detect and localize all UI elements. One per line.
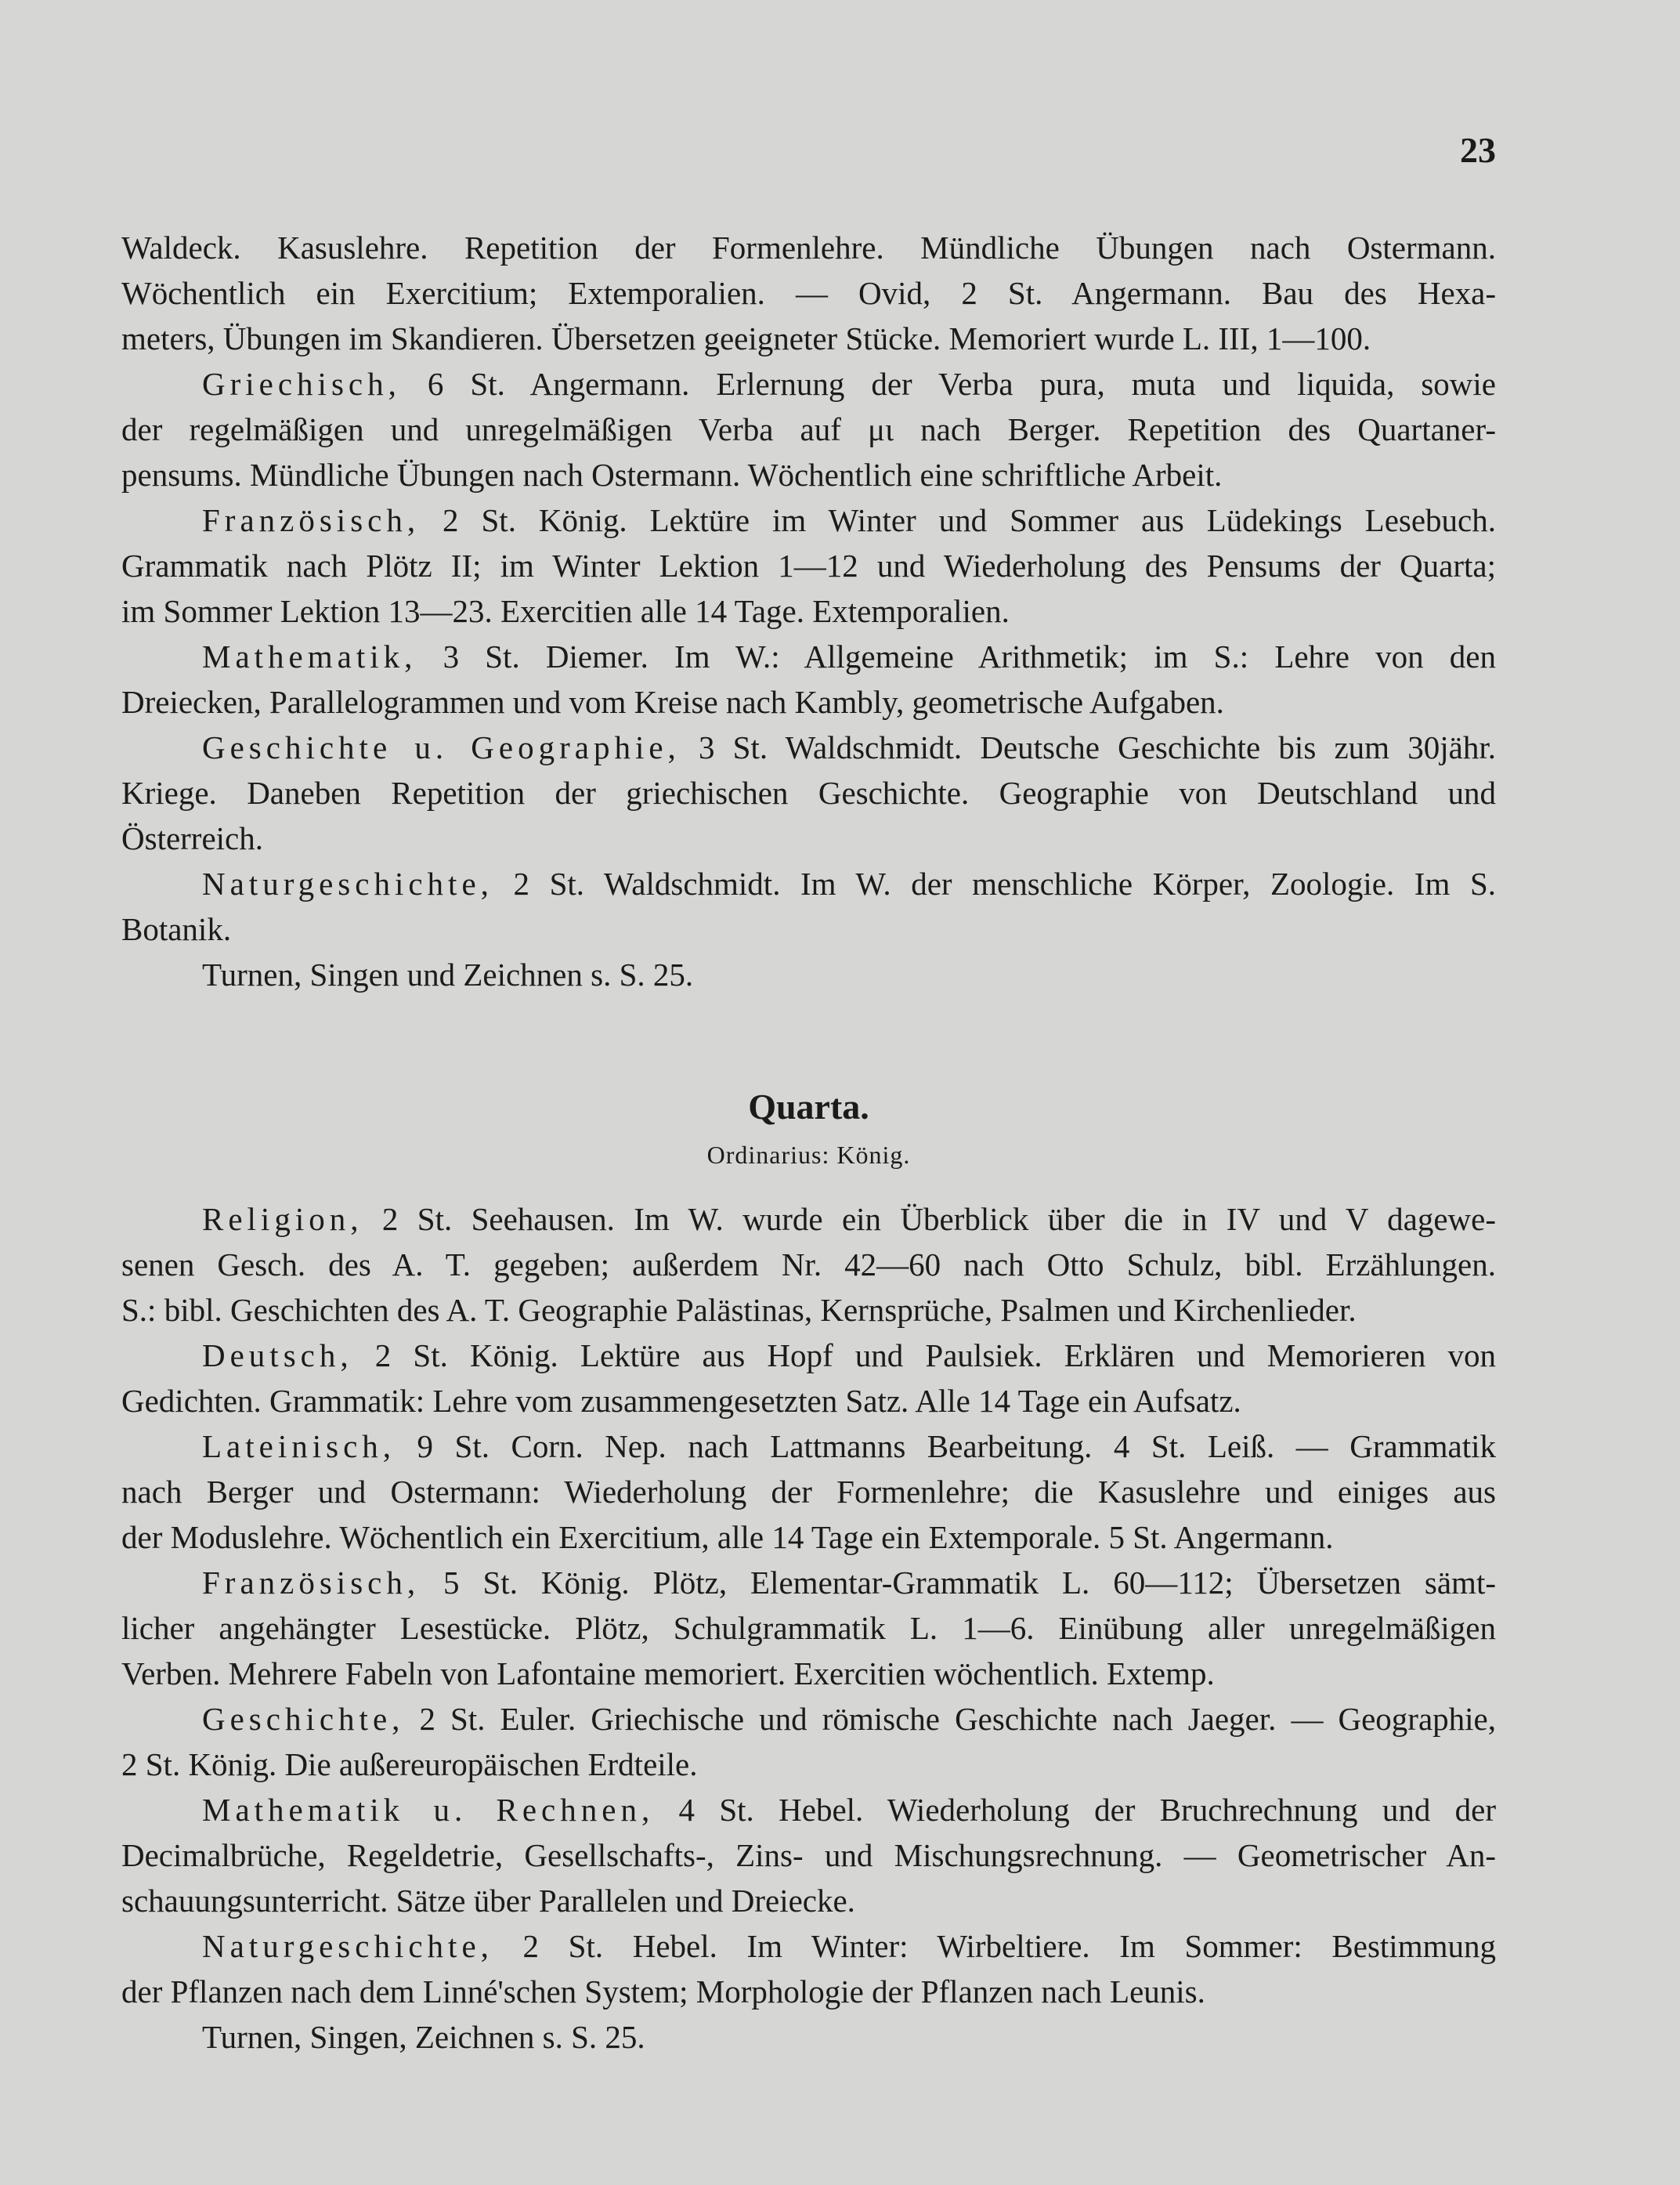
section-heading: Quarta. bbox=[748, 1087, 869, 1127]
paragraph bbox=[121, 1696, 1496, 1787]
text-line bbox=[121, 2014, 1496, 2060]
text-line bbox=[121, 725, 1496, 770]
line-text: 2 St. Euler. Griechische und römische Geschichte nach Jaeger. — Geographie, bbox=[404, 1701, 1496, 1737]
line-text: 2 St. König. Lektüre im Winter und Sommer aus Lüdekings Lesebuch. bbox=[420, 502, 1496, 538]
text-line bbox=[121, 543, 1496, 588]
text-line bbox=[121, 225, 1496, 270]
text-line bbox=[121, 1469, 1496, 1514]
subject-name: Französisch, bbox=[202, 1565, 421, 1601]
line-text: im Sommer Lektion 13—23. Exercitien alle 14 Tage. Extemporalien. bbox=[121, 593, 1010, 629]
line-text: 2 St. Hebel. Im Winter: Wirbeltiere. Im Sommer: Bestimmung bbox=[493, 1928, 1496, 1964]
line-text: 3 St. Diemer. Im W.: Allgemeine Arithmetik; im S.: Lehre von den bbox=[417, 638, 1496, 675]
text-line bbox=[121, 861, 1496, 906]
text-line bbox=[121, 1287, 1496, 1333]
paragraph bbox=[121, 952, 1496, 997]
text-line bbox=[121, 1378, 1496, 1424]
subject-name: Lateinisch, bbox=[202, 1428, 396, 1464]
line-text: der Moduslehre. Wöchentlich ein Exercitium, alle 14 Tage ein Extemporale. 5 St. Angermann. bbox=[121, 1519, 1334, 1555]
line-text: Grammatik nach Plötz II; im Winter Lektion 1—12 und Wiederholung des Pensums der Quarta; bbox=[121, 548, 1496, 584]
section-body bbox=[121, 1196, 1496, 2060]
text-line bbox=[121, 770, 1496, 816]
text-line bbox=[121, 1333, 1496, 1378]
paragraph bbox=[121, 1424, 1496, 1560]
line-text: Botanik. bbox=[121, 911, 232, 947]
text-line bbox=[121, 1742, 1496, 1787]
line-text: licher angehängter Lesestücke. Plötz, Schulgrammatik L. 1—6. Einübung aller unregelmäßigen bbox=[121, 1610, 1496, 1646]
paragraph bbox=[121, 1787, 1496, 1923]
text-line bbox=[121, 1969, 1496, 2014]
text-line bbox=[121, 1424, 1496, 1469]
text-line bbox=[121, 316, 1496, 361]
text-line bbox=[121, 1560, 1496, 1605]
text-line bbox=[121, 497, 1496, 543]
line-text: 2 St. Waldschmidt. Im W. der menschliche Körper, Zoologie. Im S. bbox=[493, 866, 1496, 902]
paragraph bbox=[121, 361, 1496, 497]
text-line bbox=[121, 1787, 1496, 1832]
text-line bbox=[121, 361, 1496, 407]
text-line bbox=[121, 1651, 1496, 1696]
section-body bbox=[121, 225, 1496, 997]
line-text: schauungsunterricht. Sätze über Parallelen und Dreiecke. bbox=[121, 1883, 855, 1919]
subject-name: Naturgeschichte, bbox=[202, 866, 493, 902]
line-text: Wöchentlich ein Exercitium; Extemporalien. — Ovid, 2 St. Angermann. Bau des Hexa- bbox=[121, 275, 1496, 311]
subject-name: Geschichte, bbox=[202, 1701, 405, 1737]
line-text: 4 St. Hebel. Wiederholung der Bruchrechnung und der bbox=[654, 1792, 1497, 1828]
line-text: senen Gesch. des A. T. gegeben; außerdem Nr. 42—60 nach Otto Schulz, bibl. Erzählungen. bbox=[121, 1246, 1496, 1282]
text-line bbox=[121, 1923, 1496, 1969]
text-line bbox=[121, 1878, 1496, 1923]
paragraph bbox=[121, 1333, 1496, 1424]
section-subheading: Ordinarius: König. bbox=[706, 1141, 911, 1169]
paragraph bbox=[121, 225, 1496, 361]
subject-name: Griechisch, bbox=[202, 366, 401, 402]
text-line bbox=[121, 1242, 1496, 1287]
line-text: 5 St. König. Plötz, Elementar-Grammatik L. 60—112; Übersetzen sämt- bbox=[420, 1565, 1496, 1601]
paragraph bbox=[121, 497, 1496, 634]
text-line bbox=[121, 1605, 1496, 1651]
line-text: Turnen, Singen und Zeichnen s. S. 25. bbox=[202, 957, 694, 993]
paragraph bbox=[121, 634, 1496, 725]
line-text: meters, Übungen im Skandieren. Übersetzen geeigneter Stücke. Memoriert wurde L. III, 1—100. bbox=[121, 320, 1371, 356]
subject-name: Religion, bbox=[202, 1201, 363, 1237]
subject-name: Mathematik u. Rechnen, bbox=[202, 1792, 655, 1828]
line-text: 2 St. Seehausen. Im W. wurde ein Überblick über die in IV und V dagewe- bbox=[363, 1201, 1496, 1237]
text-line bbox=[121, 407, 1496, 452]
paragraph bbox=[121, 725, 1496, 861]
text-line bbox=[121, 679, 1496, 725]
paragraph bbox=[121, 1196, 1496, 1333]
line-text: 9 St. Corn. Nep. nach Lattmanns Bearbeitung. 4 St. Leiß. — Grammatik bbox=[396, 1428, 1496, 1464]
section-quarta bbox=[121, 1084, 1496, 2060]
line-text: 2 St. König. Lektüre aus Hopf und Paulsiek. Erklären und Memorieren von bbox=[352, 1337, 1496, 1373]
paragraph bbox=[121, 2014, 1496, 2060]
paragraph bbox=[121, 861, 1496, 952]
text-line bbox=[121, 452, 1496, 497]
line-text: 3 St. Waldschmidt. Deutsche Geschichte bis zum 30jähr. bbox=[680, 729, 1496, 765]
line-text: pensums. Mündliche Übungen nach Ostermann. Wöchentlich eine schriftliche Arbeit. bbox=[121, 457, 1223, 493]
line-text: der regelmäßigen und unregelmäßigen Verba auf μι nach Berger. Repetition des Quartaner- bbox=[121, 411, 1496, 447]
subject-name: Mathematik, bbox=[202, 638, 417, 675]
line-text: Verben. Mehrere Fabeln von Lafontaine memoriert. Exercitien wöchentlich. Extemp. bbox=[121, 1655, 1215, 1691]
text-line bbox=[121, 1196, 1496, 1242]
subject-name: Naturgeschichte, bbox=[202, 1928, 493, 1964]
line-text: Gedichten. Grammatik: Lehre vom zusammengesetzten Satz. Alle 14 Tage ein Aufsatz. bbox=[121, 1383, 1241, 1419]
line-text: Decimalbrüche, Regeldetrie, Gesellschafts-, Zins- und Mischungsrechnung. — Geometrischer An- bbox=[121, 1837, 1496, 1873]
text-line bbox=[121, 1832, 1496, 1878]
line-text: nach Berger und Ostermann: Wiederholung der Formenlehre; die Kasuslehre und einiges aus bbox=[121, 1474, 1496, 1510]
text-line bbox=[121, 1514, 1496, 1560]
section-tertia-continuation bbox=[121, 225, 1496, 997]
subject-name: Deutsch, bbox=[202, 1337, 353, 1373]
text-line bbox=[121, 816, 1496, 861]
page-number: 23 bbox=[1460, 130, 1496, 170]
text-line bbox=[121, 906, 1496, 952]
line-text: Turnen, Singen, Zeichnen s. S. 25. bbox=[202, 2019, 645, 2055]
line-text: der Pflanzen nach dem Linné'schen System; Morphologie der Pflanzen nach Leunis. bbox=[121, 1973, 1205, 2010]
line-text: S.: bibl. Geschichten des A. T. Geographie Palästinas, Kernsprüche, Psalmen und Kirchenlieder. bbox=[121, 1292, 1357, 1328]
text-line bbox=[121, 270, 1496, 316]
line-text: 2 St. König. Die außereuropäischen Erdteile. bbox=[121, 1746, 698, 1782]
line-text: 6 St. Angermann. Erlernung der Verba pura, muta und liquida, sowie bbox=[400, 366, 1496, 402]
paragraph bbox=[121, 1923, 1496, 2014]
line-text: Kriege. Daneben Repetition der griechischen Geschichte. Geographie von Deutschland und bbox=[121, 775, 1496, 811]
text-line bbox=[121, 1696, 1496, 1742]
line-text: Österreich. bbox=[121, 820, 263, 856]
subject-name: Französisch, bbox=[202, 502, 421, 538]
paragraph bbox=[121, 1560, 1496, 1696]
line-text: Waldeck. Kasuslehre. Repetition der Formenlehre. Mündliche Übungen nach Ostermann. bbox=[121, 230, 1496, 266]
text-line bbox=[121, 588, 1496, 634]
text-line bbox=[121, 634, 1496, 679]
line-text: Dreiecken, Parallelogrammen und vom Kreise nach Kambly, geometrische Aufgaben. bbox=[121, 684, 1224, 720]
subject-name: Geschichte u. Geographie, bbox=[202, 729, 681, 765]
text-line bbox=[121, 952, 1496, 997]
